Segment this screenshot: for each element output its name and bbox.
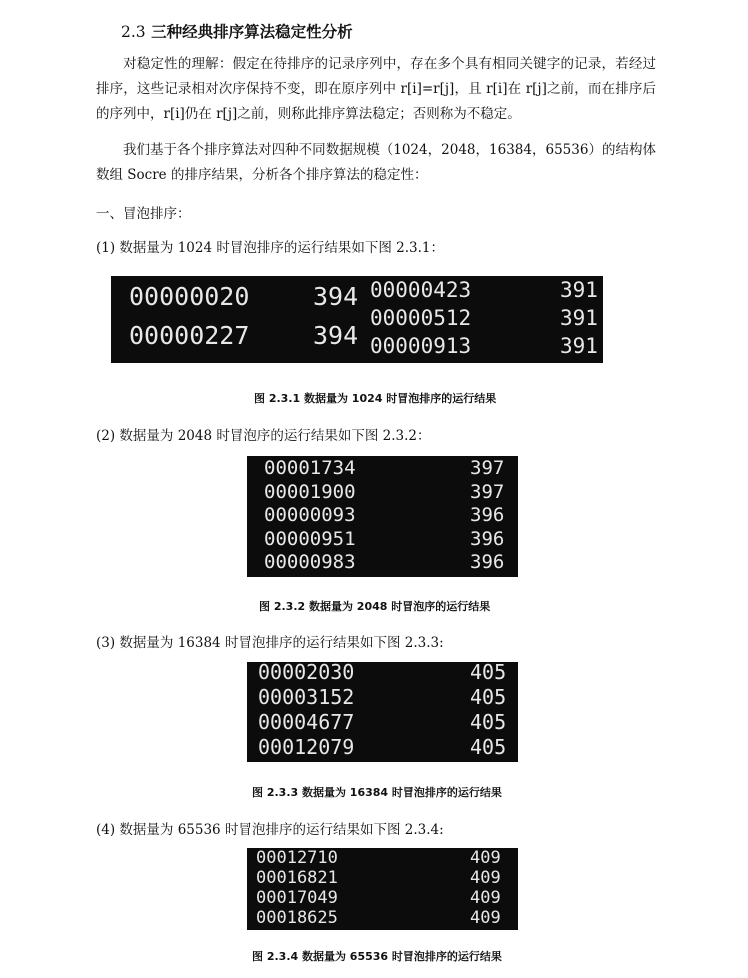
record-id: 00000512 xyxy=(370,306,472,330)
item-2-label: (2) 数据量为 2048 时冒泡序的运行结果如下图 2.3.2： xyxy=(96,428,431,444)
item-1-label: (1) 数据量为 1024 时冒泡排序的运行结果如下图 2.3.1： xyxy=(96,240,444,256)
record-score: 405 xyxy=(470,735,507,759)
method-paragraph xyxy=(96,138,656,188)
bubble-sort-section-title: 一、冒泡排序： xyxy=(96,206,191,222)
record-id: 00012079 xyxy=(258,735,355,759)
console-screenshot-3 xyxy=(247,662,518,762)
record-score: 405 xyxy=(470,710,507,734)
method-text: 我们基于各个排序算法对四种不同数据规模（1024，2048，16384，65536）的结构体数组 Socre 的排序结果，分析各个排序算法的稳定性： xyxy=(96,142,656,183)
console-row xyxy=(111,306,603,334)
console-row xyxy=(247,660,518,685)
console-row xyxy=(247,685,518,710)
record-id: 00001734 xyxy=(264,457,356,479)
record-id: 00012710 xyxy=(256,848,338,868)
record-score: 409 xyxy=(470,908,501,928)
console-row xyxy=(247,888,518,908)
record-score: 396 xyxy=(470,527,505,550)
record-score: 391 xyxy=(560,334,598,358)
record-id: 00000093 xyxy=(264,504,356,526)
console-row xyxy=(247,710,518,735)
record-score: 409 xyxy=(470,848,501,868)
console-row xyxy=(247,481,518,505)
stability-definition-paragraph xyxy=(96,52,656,127)
record-score: 391 xyxy=(560,278,598,302)
console-screenshot-2 xyxy=(247,456,518,577)
record-id: 00004677 xyxy=(258,710,355,734)
record-score: 405 xyxy=(470,660,507,684)
record-score: 409 xyxy=(470,888,501,908)
item-3-label: (3) 数据量为 16384 时冒泡排序的运行结果如下图 2.3.3: xyxy=(96,635,444,651)
record-id: 00018625 xyxy=(256,908,338,928)
figure-caption-2: 图 2.3.2 数据量为 2048 时冒泡序的运行结果 xyxy=(259,600,491,613)
console-screenshot-4 xyxy=(247,848,518,930)
console-row xyxy=(247,551,518,575)
figure-caption-3: 图 2.3.3 数据量为 16384 时冒泡排序的运行结果 xyxy=(252,786,502,799)
figure-caption-1: 图 2.3.1 数据量为 1024 时冒泡排序的运行结果 xyxy=(254,392,497,405)
console-row xyxy=(247,457,518,481)
record-score: 397 xyxy=(470,480,505,503)
record-id: 00000227 xyxy=(129,321,250,350)
console-row xyxy=(247,908,518,928)
record-id: 00016821 xyxy=(256,868,338,888)
console-row xyxy=(247,504,518,528)
record-id: 00000983 xyxy=(264,551,356,573)
record-id: 00003152 xyxy=(258,685,355,709)
record-id: 00000951 xyxy=(264,527,356,550)
record-id: 00002030 xyxy=(258,660,355,684)
record-id: 00000913 xyxy=(370,334,472,358)
record-id: 00017049 xyxy=(256,888,338,908)
section-title: 三种经典排序算法稳定性分析 xyxy=(151,22,353,41)
record-score: 409 xyxy=(470,868,501,888)
stability-definition-text: 对稳定性的理解：假定在待排序的记录序列中，存在多个具有相同关键字的记录，若经过排序，这些记录相对次序保持不变，即在原序列中 r[i]=r[j]，且 r[i]在 r[j]之前，而在排序后的序列中，r[i]仍在 r[j]之前，则称此排序算法稳定；否则称为不稳定。 xyxy=(96,56,656,122)
record-id: 00000020 xyxy=(129,282,250,311)
section-number: 2.3 xyxy=(121,23,146,41)
record-score: 394 xyxy=(313,321,359,350)
section-heading xyxy=(121,20,353,42)
console-row xyxy=(247,848,518,868)
record-id: 00001900 xyxy=(264,480,356,503)
record-score: 397 xyxy=(470,457,505,479)
console-row xyxy=(111,334,603,362)
console-row xyxy=(111,278,603,306)
record-score: 405 xyxy=(470,685,507,709)
record-score: 391 xyxy=(560,306,598,330)
console-row xyxy=(247,735,518,760)
console-screenshot-1 xyxy=(111,276,603,363)
console-row xyxy=(247,868,518,888)
figure-caption-4: 图 2.3.4 数据量为 65536 时冒泡排序的运行结果 xyxy=(252,950,502,963)
item-4-label: (4) 数据量为 65536 时冒泡排序的运行结果如下图 2.3.4: xyxy=(96,822,444,838)
record-score: 394 xyxy=(313,282,359,311)
console-row xyxy=(247,528,518,552)
record-score: 396 xyxy=(470,551,505,573)
record-id: 00000423 xyxy=(370,278,472,302)
record-score: 396 xyxy=(470,504,505,526)
